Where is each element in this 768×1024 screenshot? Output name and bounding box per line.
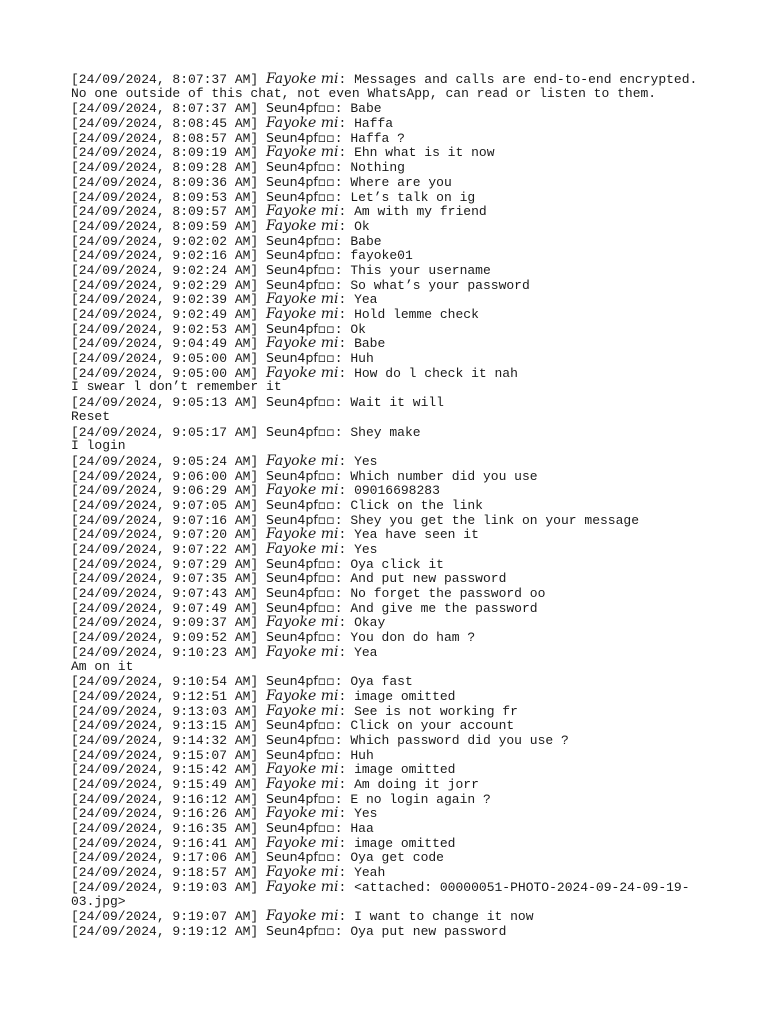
chat-line: [71, 615, 711, 630]
message-sender: Seun4pf▫▫: [266, 394, 335, 410]
message-timestamp: [24/09/2024, 9:02:24 AM]: [71, 262, 259, 278]
chat-line: [71, 380, 711, 395]
message-text: : I want to change it now: [338, 909, 534, 925]
chat-line: [71, 366, 711, 381]
chat-line: [71, 87, 711, 102]
message-timestamp: [24/09/2024, 9:02:02 AM]: [71, 233, 259, 249]
message-timestamp: [24/09/2024, 8:07:37 AM]: [71, 101, 259, 117]
message-sender: Fayoke mi: [266, 291, 339, 308]
message-text: : Let’s talk on ig: [334, 189, 476, 205]
chat-line: [71, 101, 711, 116]
message-timestamp: [24/09/2024, 9:02:49 AM]: [71, 307, 259, 322]
message-sender: Seun4pf▫▫: [266, 599, 335, 615]
chat-line: [71, 718, 711, 733]
chat-line: [71, 850, 711, 865]
message-sender: Fayoke mi: [266, 864, 339, 881]
message-text: : Yes: [338, 453, 378, 469]
chat-line: [71, 557, 711, 572]
message-timestamp: [24/09/2024, 9:05:24 AM]: [71, 453, 259, 469]
chat-line: [71, 190, 711, 205]
chat-line: [71, 145, 711, 160]
message-text: : Haffa ?: [334, 130, 405, 146]
message-sender: Fayoke mi: [266, 834, 339, 851]
message-timestamp: [24/09/2024, 9:05:00 AM]: [71, 365, 259, 381]
message-sender: Seun4pf▫▫: [266, 790, 335, 806]
chat-line: [71, 248, 711, 263]
message-sender: Seun4pf▫▫: [266, 629, 335, 645]
chat-line: [71, 924, 711, 939]
message-timestamp: [24/09/2024, 9:07:20 AM]: [71, 527, 259, 543]
message-sender: Fayoke mi: [266, 115, 339, 132]
chat-line: [71, 880, 711, 895]
chat-line: [71, 234, 711, 249]
message-timestamp: [24/09/2024, 8:08:57 AM]: [71, 130, 259, 146]
message-timestamp: [24/09/2024, 9:07:05 AM]: [71, 497, 259, 513]
message-continuation: I login: [71, 438, 126, 454]
message-text: : Am with my friend: [338, 204, 487, 220]
chat-line: [71, 542, 711, 557]
message-timestamp: [24/09/2024, 9:12:51 AM]: [71, 688, 259, 704]
message-timestamp: [24/09/2024, 9:09:37 AM]: [71, 615, 259, 631]
message-sender: Fayoke mi: [266, 71, 339, 87]
message-continuation: Reset: [71, 408, 111, 424]
chat-line: [71, 72, 711, 87]
message-continuation: 03.jpg>: [71, 893, 126, 909]
chat-line: [71, 821, 711, 836]
message-text: : Babe: [334, 233, 382, 249]
message-timestamp: [24/09/2024, 9:13:15 AM]: [71, 718, 259, 734]
message-timestamp: [24/09/2024, 9:14:32 AM]: [71, 732, 259, 748]
chat-line: [71, 483, 711, 498]
chat-line: [71, 410, 711, 425]
chat-line: [71, 865, 711, 880]
message-sender: Fayoke mi: [266, 908, 339, 925]
message-timestamp: [24/09/2024, 9:07:29 AM]: [71, 556, 259, 572]
message-text: : Oya get code: [334, 850, 444, 866]
message-continuation: No one outside of this chat, not even WhatsApp, can read or listen to them.: [71, 85, 657, 101]
message-timestamp: [24/09/2024, 9:18:57 AM]: [71, 865, 259, 881]
message-sender: Fayoke mi: [266, 643, 339, 660]
message-text: : Babe: [334, 101, 382, 117]
message-text: : Babe: [338, 336, 386, 352]
message-timestamp: [24/09/2024, 9:10:23 AM]: [71, 644, 259, 660]
message-text: : So what’s your password: [334, 277, 530, 293]
chat-line: [71, 204, 711, 219]
message-text: : You don do ham ?: [334, 630, 476, 646]
message-sender: Seun4pf▫▫: [266, 247, 335, 263]
message-sender: Fayoke mi: [266, 614, 339, 631]
message-timestamp: [24/09/2024, 8:09:19 AM]: [71, 145, 259, 161]
message-sender: Fayoke mi: [266, 526, 339, 543]
message-sender: Fayoke mi: [266, 452, 339, 469]
message-timestamp: [24/09/2024, 9:19:07 AM]: [71, 909, 259, 925]
message-continuation: I swear l don’t remember it: [71, 379, 282, 395]
message-timestamp: [24/09/2024, 8:09:59 AM]: [71, 218, 259, 234]
message-timestamp: [24/09/2024, 9:16:12 AM]: [71, 791, 259, 807]
message-sender: Fayoke mi: [266, 541, 339, 557]
message-text: : How do l check it nah: [338, 365, 518, 381]
message-sender: Seun4pf▫▫: [266, 731, 335, 747]
message-timestamp: [24/09/2024, 8:09:28 AM]: [71, 160, 259, 176]
message-timestamp: [24/09/2024, 9:13:03 AM]: [71, 703, 259, 719]
message-timestamp: [24/09/2024, 9:02:16 AM]: [71, 248, 259, 264]
chat-line: [71, 425, 711, 440]
chat-line: [71, 469, 711, 484]
message-text: : Yes: [338, 542, 378, 557]
chat-line: [71, 278, 711, 293]
chat-line: [71, 571, 711, 586]
chat-line: [71, 660, 711, 675]
message-sender: Seun4pf▫▫: [266, 922, 335, 938]
message-sender: Seun4pf▫▫: [266, 423, 335, 439]
message-sender: Seun4pf▫▫: [266, 188, 335, 204]
message-sender: Fayoke mi: [266, 878, 339, 895]
message-timestamp: [24/09/2024, 9:06:29 AM]: [71, 483, 259, 499]
message-sender: Seun4pf▫▫: [266, 320, 335, 336]
message-text: : Yes: [338, 806, 378, 822]
message-text: : Which number did you use: [334, 468, 538, 484]
message-timestamp: [24/09/2024, 9:17:06 AM]: [71, 850, 259, 866]
message-timestamp: [24/09/2024, 9:10:54 AM]: [71, 674, 259, 690]
message-sender: Seun4pf▫▫: [266, 570, 335, 586]
message-timestamp: [24/09/2024, 9:05:00 AM]: [71, 351, 259, 367]
message-timestamp: [24/09/2024, 9:06:00 AM]: [71, 468, 259, 484]
message-text: : And put new password: [334, 571, 507, 587]
message-continuation: Am on it: [71, 658, 134, 674]
message-text: : Yea have seen it: [338, 527, 479, 543]
chat-line: [71, 219, 711, 234]
message-text: : Okay: [338, 615, 386, 631]
chat-line: [71, 733, 711, 748]
message-text: : Which password did you use ?: [334, 732, 569, 748]
message-timestamp: [24/09/2024, 9:15:42 AM]: [71, 762, 259, 778]
message-text: : Nothing: [334, 160, 405, 176]
message-text: : 09016698283: [338, 483, 440, 499]
chat-line: [71, 351, 711, 366]
message-sender: Fayoke mi: [266, 761, 339, 778]
chat-line: [71, 674, 711, 689]
chat-line: [71, 513, 711, 528]
message-text: : Where are you: [334, 174, 452, 190]
message-text: : And give me the password: [334, 600, 538, 616]
message-text: : image omitted: [338, 835, 456, 851]
message-text: : Wait it will: [334, 395, 444, 411]
message-text: : Click on the link: [334, 497, 483, 513]
chat-line: [71, 263, 711, 278]
chat-line: [71, 160, 711, 175]
message-text: : Oya click it: [334, 556, 444, 572]
message-sender: Seun4pf▫▫: [266, 496, 335, 512]
message-sender: Fayoke mi: [266, 364, 339, 381]
chat-line: [71, 645, 711, 660]
message-sender: Seun4pf▫▫: [266, 467, 335, 483]
message-sender: Fayoke mi: [266, 335, 339, 352]
chat-line: [71, 748, 711, 763]
message-text: : Messages and calls are end-to-end encrypted.: [338, 72, 698, 87]
message-sender: Seun4pf▫▫: [266, 585, 335, 601]
message-timestamp: [24/09/2024, 8:09:57 AM]: [71, 204, 259, 220]
message-timestamp: [24/09/2024, 9:05:17 AM]: [71, 424, 259, 440]
message-timestamp: [24/09/2024, 9:02:29 AM]: [71, 277, 259, 293]
chat-line: [71, 630, 711, 645]
message-sender: Fayoke mi: [266, 702, 339, 719]
message-sender: Seun4pf▫▫: [266, 746, 335, 762]
chat-line: [71, 116, 711, 131]
message-sender: Seun4pf▫▫: [266, 129, 335, 145]
chat-line: [71, 307, 711, 322]
message-sender: Seun4pf▫▫: [266, 261, 335, 277]
chat-line: [71, 498, 711, 513]
message-sender: Fayoke mi: [266, 306, 339, 322]
message-text: : Haa: [334, 821, 374, 837]
message-timestamp: [24/09/2024, 9:07:43 AM]: [71, 586, 259, 602]
message-text: : Huh: [334, 747, 374, 763]
message-text: : Shey you get the link on your message: [334, 512, 639, 528]
chat-line: [71, 322, 711, 337]
message-sender: Fayoke mi: [266, 144, 339, 161]
message-text: : Yeah: [338, 865, 386, 881]
message-text: : Haffa: [338, 116, 394, 132]
message-text: : Hold lemme check: [338, 307, 479, 322]
message-text: : Yea: [338, 644, 378, 660]
message-timestamp: [24/09/2024, 9:07:22 AM]: [71, 542, 259, 557]
message-text: : fayoke01: [334, 248, 413, 264]
message-sender: Fayoke mi: [266, 776, 339, 792]
chat-line: [71, 792, 711, 807]
message-sender: Seun4pf▫▫: [266, 350, 335, 366]
chat-line: [71, 439, 711, 454]
message-sender: Seun4pf▫▫: [266, 717, 335, 733]
chat-line: [71, 836, 711, 851]
message-sender: Seun4pf▫▫: [266, 555, 335, 571]
chat-line: [71, 175, 711, 190]
message-text: : Ok: [334, 321, 366, 337]
message-text: : Ok: [338, 218, 370, 234]
message-timestamp: [24/09/2024, 9:19:03 AM]: [71, 879, 259, 895]
chat-line: [71, 689, 711, 704]
message-timestamp: [24/09/2024, 8:09:53 AM]: [71, 189, 259, 205]
message-text: : <attached: 00000051-PHOTO-2024-09-24-09-19-: [338, 879, 690, 895]
message-sender: Fayoke mi: [266, 217, 339, 234]
message-timestamp: [24/09/2024, 8:07:37 AM]: [71, 72, 259, 87]
message-timestamp: [24/09/2024, 9:19:12 AM]: [71, 923, 259, 939]
chat-line: [71, 601, 711, 616]
message-sender: Seun4pf▫▫: [266, 159, 335, 175]
chat-line: [71, 454, 711, 469]
message-text: : This your username: [334, 262, 491, 278]
chat-line: [71, 527, 711, 542]
message-sender: Seun4pf▫▫: [266, 511, 335, 527]
message-timestamp: [24/09/2024, 9:05:13 AM]: [71, 395, 259, 411]
chat-line: [71, 131, 711, 146]
message-timestamp: [24/09/2024, 9:07:16 AM]: [71, 512, 259, 528]
chat-line: [71, 777, 711, 792]
chat-line: [71, 292, 711, 307]
chat-line: [71, 762, 711, 777]
message-sender: Seun4pf▫▫: [266, 173, 335, 189]
message-sender: Fayoke mi: [266, 482, 339, 499]
message-timestamp: [24/09/2024, 9:04:49 AM]: [71, 336, 259, 352]
message-timestamp: [24/09/2024, 9:16:41 AM]: [71, 835, 259, 851]
message-sender: Fayoke mi: [266, 805, 339, 822]
message-timestamp: [24/09/2024, 9:16:35 AM]: [71, 821, 259, 837]
message-sender: Seun4pf▫▫: [266, 849, 335, 865]
chat-line: [71, 895, 711, 910]
message-text: : Click on your account: [334, 718, 515, 734]
message-timestamp: [24/09/2024, 8:09:36 AM]: [71, 174, 259, 190]
message-sender: Fayoke mi: [266, 687, 339, 704]
message-sender: Seun4pf▫▫: [266, 232, 335, 248]
message-timestamp: [24/09/2024, 9:07:49 AM]: [71, 600, 259, 616]
message-sender: Seun4pf▫▫: [266, 673, 335, 689]
message-text: : Shey make: [334, 424, 421, 440]
chat-line: [71, 704, 711, 719]
message-text: : Yea: [338, 292, 378, 308]
message-timestamp: [24/09/2024, 8:08:45 AM]: [71, 116, 259, 132]
message-timestamp: [24/09/2024, 9:09:52 AM]: [71, 630, 259, 646]
message-timestamp: [24/09/2024, 9:16:26 AM]: [71, 806, 259, 822]
chat-line: [71, 909, 711, 924]
chat-log: [71, 72, 711, 939]
message-sender: Seun4pf▫▫: [266, 100, 335, 116]
message-text: : E no login again ?: [334, 791, 491, 807]
message-text: : Ehn what is it now: [338, 145, 495, 161]
message-timestamp: [24/09/2024, 9:02:39 AM]: [71, 292, 259, 308]
chat-line: [71, 806, 711, 821]
message-sender: Fayoke mi: [266, 203, 339, 220]
message-timestamp: [24/09/2024, 9:02:53 AM]: [71, 321, 259, 337]
chat-line: [71, 395, 711, 410]
message-timestamp: [24/09/2024, 9:15:49 AM]: [71, 777, 259, 792]
message-sender: Seun4pf▫▫: [266, 820, 335, 836]
message-text: : image omitted: [338, 762, 456, 778]
chat-line: [71, 586, 711, 601]
message-text: : No forget the password oo: [334, 586, 546, 602]
message-text: : Oya fast: [334, 674, 413, 690]
message-text: : Oya put new password: [334, 923, 507, 939]
message-text: : image omitted: [338, 688, 456, 704]
message-text: : Huh: [334, 351, 374, 367]
message-sender: Seun4pf▫▫: [266, 276, 335, 292]
chat-line: [71, 336, 711, 351]
message-text: : See is not working fr: [338, 703, 518, 719]
message-timestamp: [24/09/2024, 9:15:07 AM]: [71, 747, 259, 763]
message-timestamp: [24/09/2024, 9:07:35 AM]: [71, 571, 259, 587]
message-text: : Am doing it jorr: [338, 777, 479, 792]
